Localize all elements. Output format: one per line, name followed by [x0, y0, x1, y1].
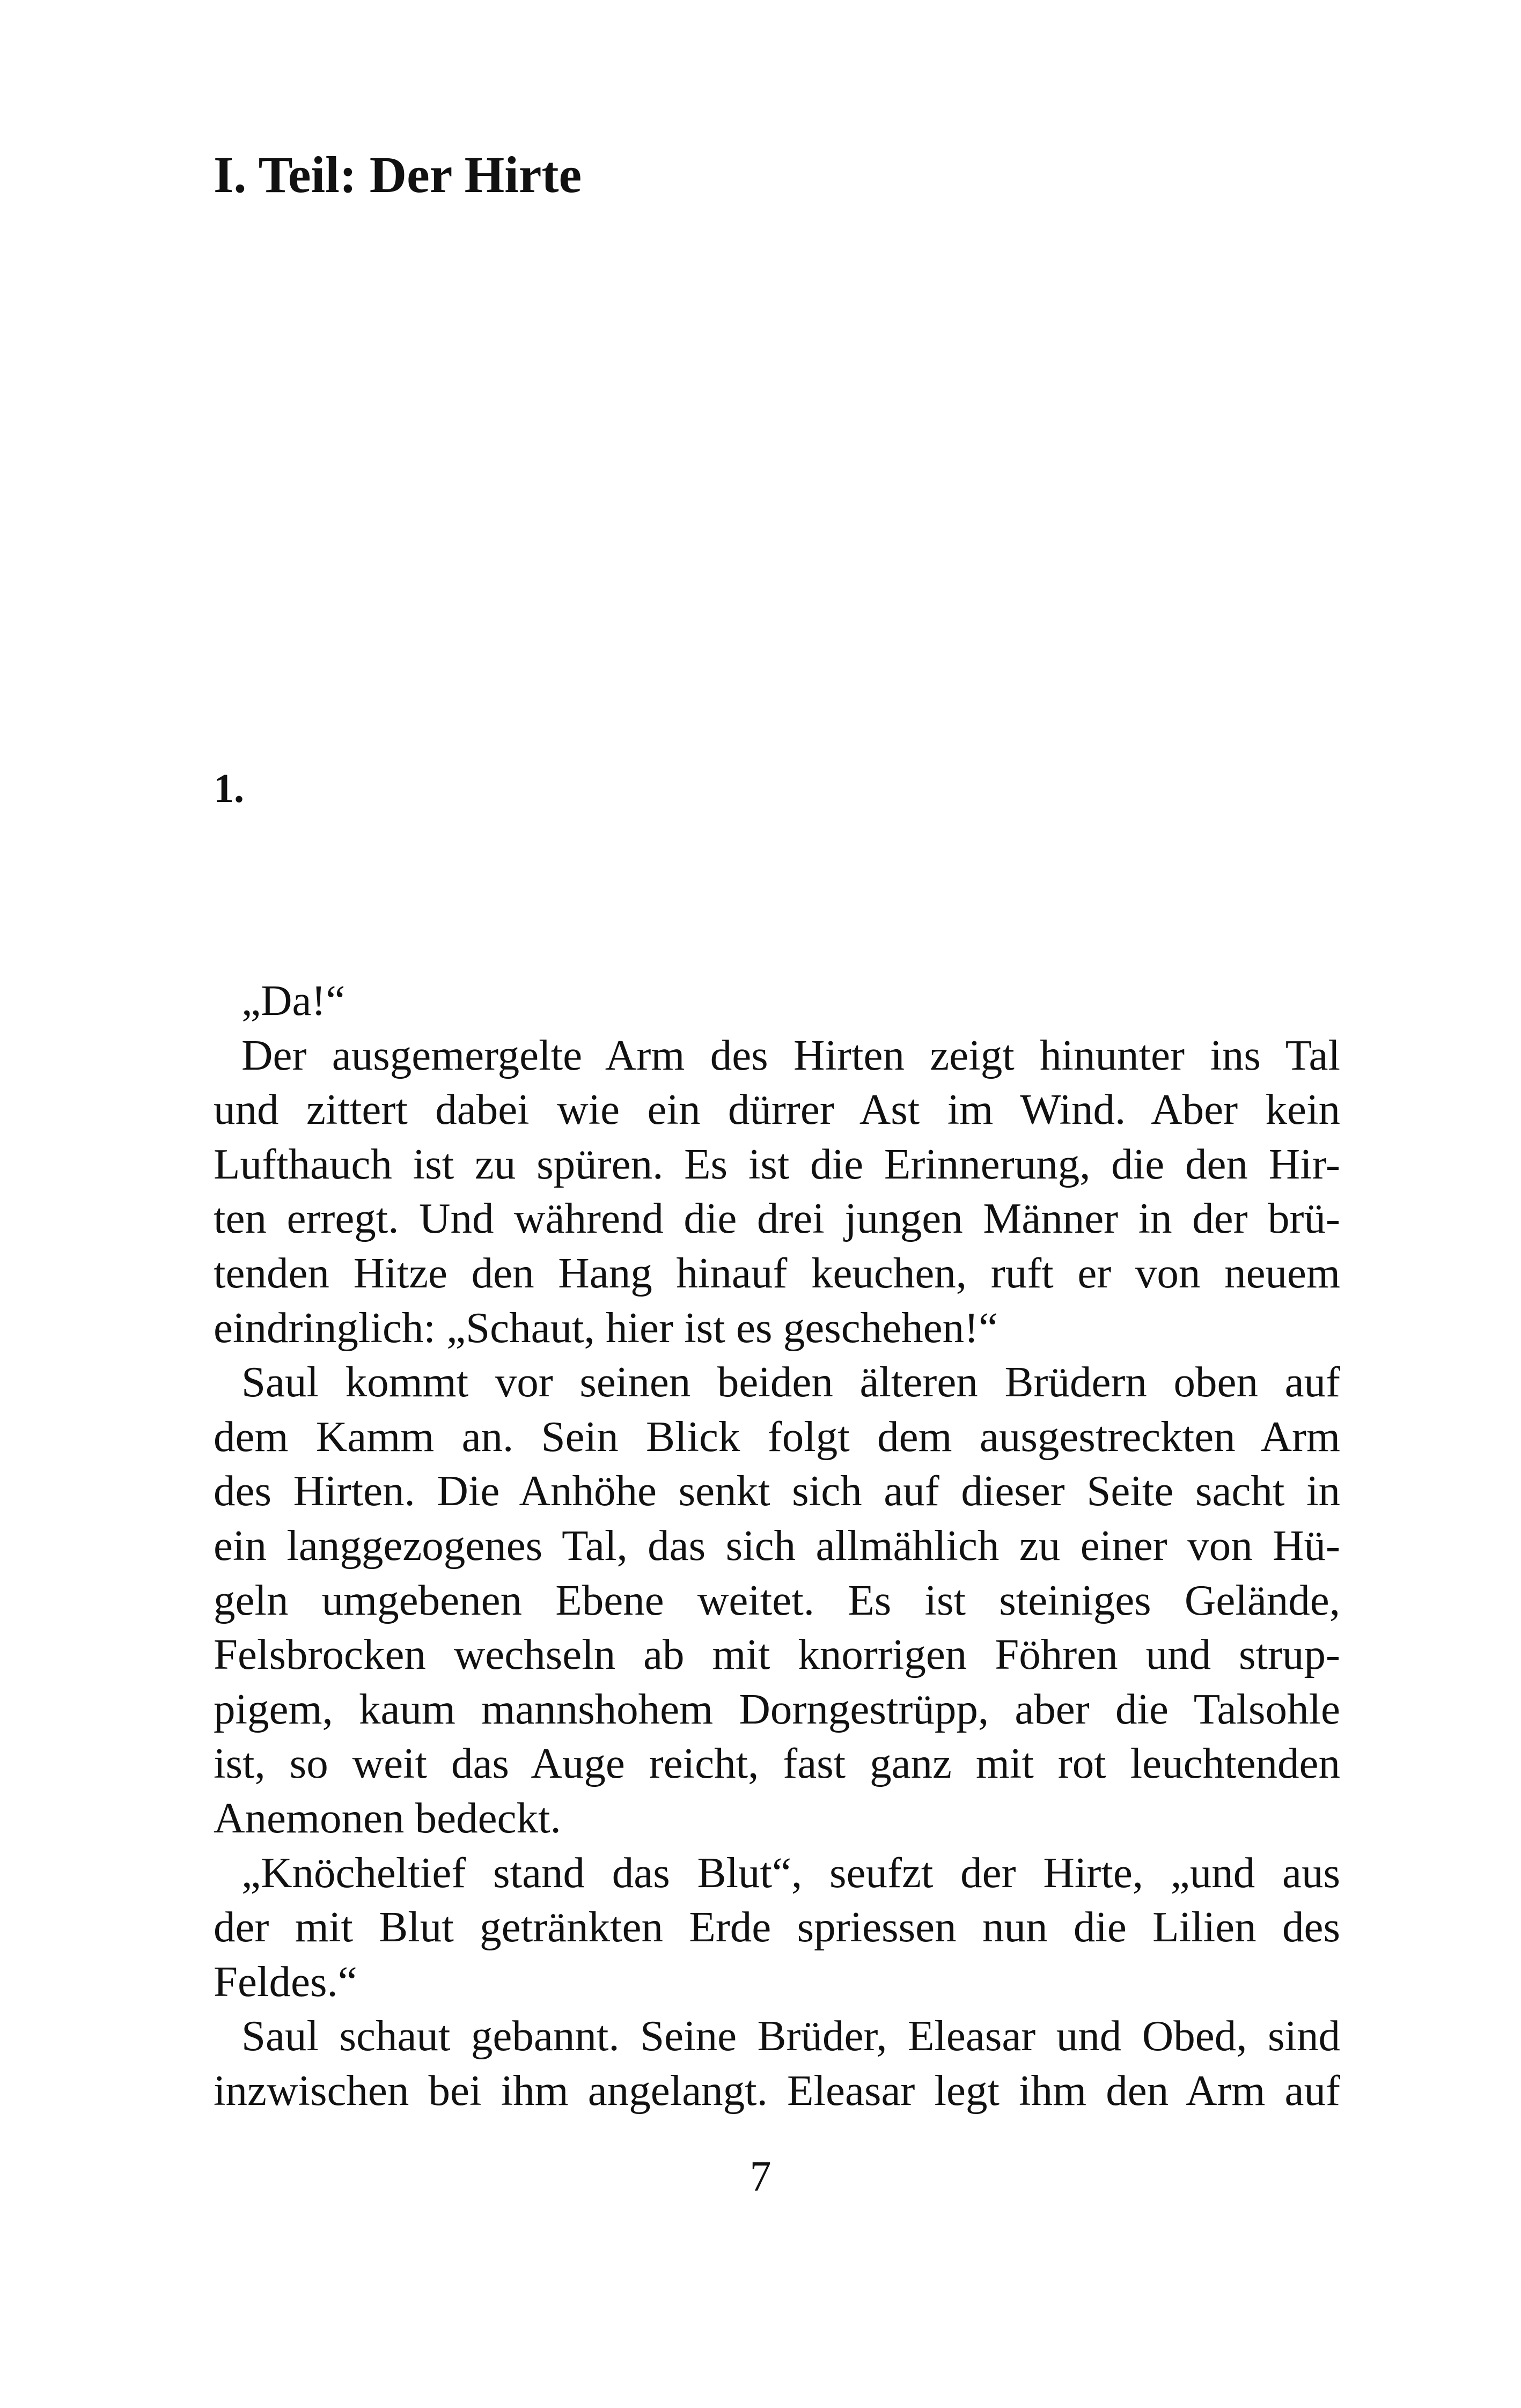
text-line: ist, so weit das Auge reicht, fast ganz mit rot leuchtenden — [214, 1739, 1340, 1788]
text-line: Anemonen bedeckt. — [214, 1793, 561, 1842]
page-number: 7 — [750, 2153, 771, 2200]
body-text — [214, 974, 1340, 2118]
text-line: dem Kamm an. Sein Blick folgt dem ausgestreckten Arm — [214, 1412, 1340, 1461]
text-line: der mit Blut getränkten Erde spriessen nun die Lilien des — [214, 1903, 1340, 1952]
text-line: Lufthauch ist zu spüren. Es ist die Erinnerung, die den Hir- — [214, 1139, 1340, 1188]
text-line: inzwischen bei ihm angelangt. Eleasar legt ihm den Arm auf — [214, 2066, 1340, 2115]
text-line: geln umgebenen Ebene weitet. Es ist steiniges Gelände, — [214, 1575, 1340, 1624]
text-line: ein langgezogenes Tal, das sich allmählich zu einer von Hü- — [214, 1521, 1340, 1570]
part-title: I. Teil: Der Hirte — [214, 146, 582, 203]
text-line: und zittert dabei wie ein dürrer Ast im Wind. Aber kein — [214, 1085, 1340, 1134]
text-line: des Hirten. Die Anhöhe senkt sich auf dieser Seite sacht in — [214, 1467, 1340, 1515]
text-line: „Da!“ — [241, 976, 346, 1025]
text-line: Der ausgemergelte Arm des Hirten zeigt hinunter ins Tal — [241, 1030, 1340, 1079]
text-line: Saul kommt vor seinen beiden älteren Brüdern oben auf — [241, 1358, 1340, 1406]
chapter-number: 1. — [214, 766, 244, 811]
text-line: ten erregt. Und während die drei jungen Männer in der brü- — [214, 1194, 1340, 1243]
text-line: pigem, kaum mannshohem Dorngestrüpp, aber die Talsohle — [214, 1684, 1340, 1733]
text-line: tenden Hitze den Hang hinauf keuchen, ruft er von neuem — [214, 1248, 1340, 1297]
text-line: „Knöcheltief stand das Blut“, seufzt der Hirte, „und aus — [241, 1848, 1340, 1897]
text-line: Feldes.“ — [214, 1957, 357, 2006]
text-line: Saul schaut gebannt. Seine Brüder, Eleasar und Obed, sind — [241, 2012, 1340, 2060]
text-line: Felsbrocken wechseln ab mit knorrigen Föhren und strup- — [214, 1630, 1340, 1679]
text-line: eindringlich: „Schaut, hier ist es geschehen!“ — [214, 1303, 998, 1352]
